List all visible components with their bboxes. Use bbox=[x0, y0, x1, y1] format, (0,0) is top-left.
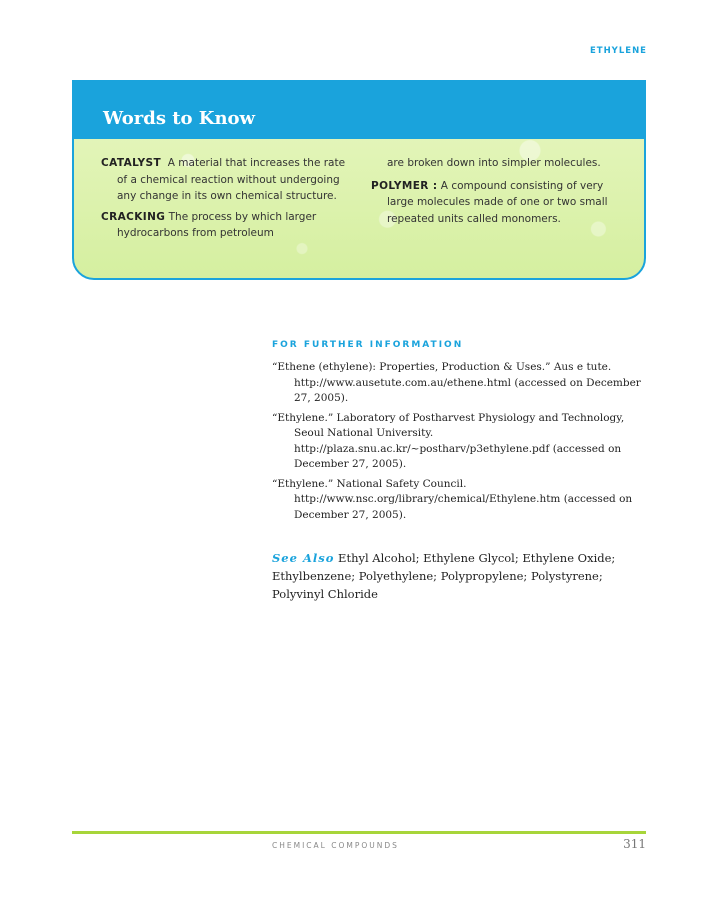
see-also-section bbox=[272, 549, 652, 603]
footer-book-title: CHEMICAL COMPOUNDS bbox=[272, 841, 399, 850]
term-definition: A compound consisting of very large molecules made of one or two small repeated units called monomers. bbox=[387, 179, 608, 225]
page-number: 311 bbox=[623, 837, 646, 851]
term-word: CRACKING bbox=[101, 210, 166, 223]
term-word: POLYMER : bbox=[371, 179, 438, 192]
reference-url[interactable]: http://www.ausetute.com.au/ethene.html (accessed on December 27, 2005). bbox=[294, 376, 641, 404]
words-to-know-left-column bbox=[101, 155, 351, 246]
footer-rule bbox=[72, 831, 646, 834]
glossary-term bbox=[371, 178, 621, 228]
term-definition-continued: are broken down into simpler molecules. bbox=[387, 157, 601, 169]
words-to-know-right-column bbox=[371, 155, 621, 231]
words-to-know-header bbox=[74, 82, 644, 139]
words-to-know-box bbox=[72, 80, 646, 280]
reference-item bbox=[272, 411, 648, 473]
see-also-label: See Also bbox=[272, 551, 335, 565]
further-information-section bbox=[272, 340, 648, 527]
glossary-term bbox=[101, 209, 351, 242]
term-definition: The process by which larger hydrocarbons from petroleum bbox=[117, 210, 317, 239]
reference-url[interactable]: http://plaza.snu.ac.kr/~postharv/p3ethylene.pdf (accessed on December 27, 2005). bbox=[294, 442, 622, 470]
reference-source: Seoul National University. bbox=[294, 427, 434, 439]
term-definition: A material that increases the rate of a chemical reaction without undergoing any change in its own chemical structure. bbox=[117, 157, 346, 202]
running-head: ETHYLENE bbox=[589, 46, 647, 56]
reference-item bbox=[272, 477, 648, 524]
see-also-text: Ethyl Alcohol; Ethylene Glycol; Ethylene Oxide; Ethylbenzene; Polyethylene; Polypropylene; Polystyrene; Polyvinyl Chloride bbox=[272, 551, 616, 601]
words-to-know-title: Words to Know bbox=[103, 108, 256, 129]
further-information-heading: FOR FURTHER INFORMATION bbox=[272, 340, 464, 350]
term-word: CATALYST bbox=[101, 157, 162, 169]
reference-title: “Ethene (ethylene): Properties, Production & Uses.” Aus e tute. bbox=[272, 361, 612, 373]
reference-title: “Ethylene.” Laboratory of Postharvest Physiology and Technology, bbox=[272, 411, 625, 424]
reference-title: “Ethylene.” National Safety Council. bbox=[272, 477, 467, 490]
reference-item bbox=[272, 360, 648, 407]
reference-url[interactable]: http://www.nsc.org/library/chemical/Ethylene.htm (accessed on December 27, 2005). bbox=[294, 493, 633, 521]
glossary-term bbox=[101, 155, 351, 205]
